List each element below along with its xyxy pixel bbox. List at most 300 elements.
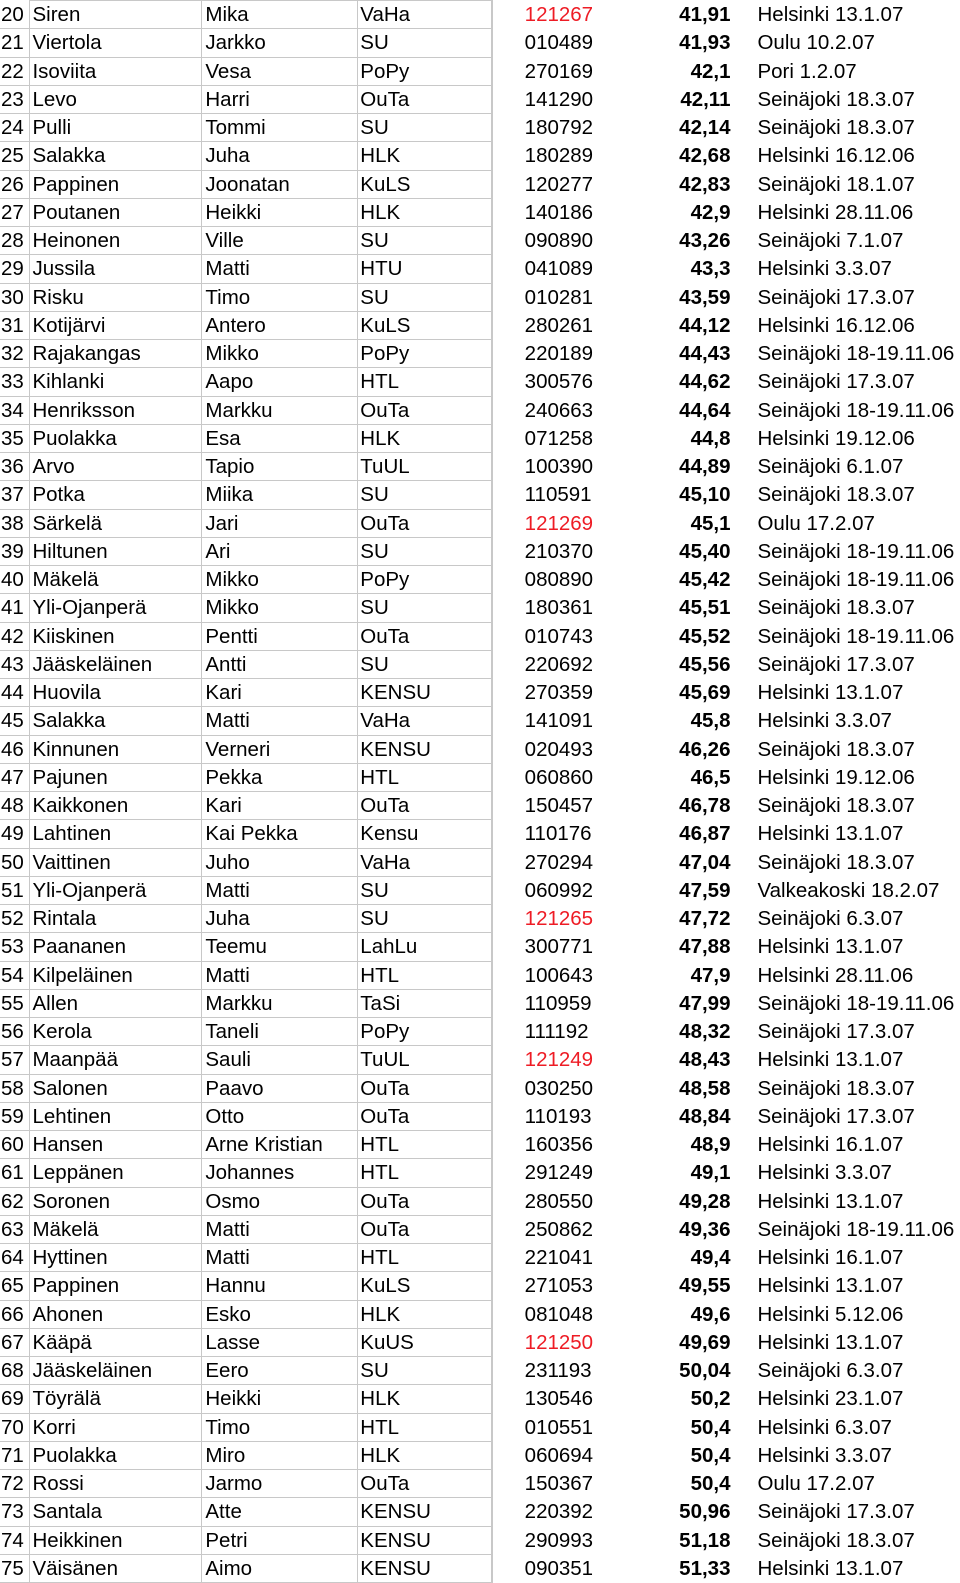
time-cell: 45,40 xyxy=(679,539,731,563)
club-cell: KENSU xyxy=(358,1498,492,1526)
club-cell: HTU xyxy=(358,255,492,283)
table-row xyxy=(0,1074,960,1102)
venue-date-cell: Seinäjoki 17.3.07 xyxy=(757,1020,915,1044)
first-name-cell: Mikko xyxy=(202,594,358,622)
venue-date-cell: Pori 1.2.07 xyxy=(757,59,857,83)
id-cell: 180289 xyxy=(524,144,594,168)
first-name-cell: Hannu xyxy=(202,1272,358,1300)
first-name-cell: Tommi xyxy=(202,114,358,142)
club-cell: HTL xyxy=(358,763,492,791)
table-row xyxy=(0,509,960,537)
rank-cell: 53 xyxy=(0,933,30,961)
club-cell: OuTa xyxy=(358,1187,492,1215)
rank-cell: 63 xyxy=(0,1215,30,1243)
table-row xyxy=(0,1554,960,1582)
first-name-cell: Antero xyxy=(202,311,358,339)
id-cell: 180361 xyxy=(524,596,594,620)
id-cell: 081048 xyxy=(524,1302,594,1326)
time-cell: 45,10 xyxy=(679,483,731,507)
venue-date-cell: Seinäjoki 17.3.07 xyxy=(757,1104,915,1128)
venue-date-cell: Seinäjoki 17.3.07 xyxy=(757,652,915,676)
venue-date-cell: Oulu 17.2.07 xyxy=(757,511,875,535)
table-row xyxy=(0,905,960,933)
id-cell: 010551 xyxy=(524,1415,594,1439)
first-name-cell: Miro xyxy=(202,1441,358,1469)
club-cell: HTL xyxy=(358,1244,492,1272)
first-name-cell: Markku xyxy=(202,989,358,1017)
table-row xyxy=(0,1102,960,1130)
last-name-cell: Korri xyxy=(30,1413,202,1441)
venue-date-cell: Helsinki 3.3.07 xyxy=(757,709,892,733)
time-cell: 45,8 xyxy=(690,709,731,733)
rank-cell: 37 xyxy=(0,481,30,509)
results-body xyxy=(0,1,960,1583)
time-cell: 44,89 xyxy=(679,455,731,479)
last-name-cell: Yli-Ojanperä xyxy=(30,876,202,904)
club-cell: OuTa xyxy=(358,1102,492,1130)
table-row xyxy=(0,255,960,283)
club-cell: SU xyxy=(358,594,492,622)
id-cell: 110591 xyxy=(524,483,592,507)
venue-date-cell: Seinäjoki 18.3.07 xyxy=(757,87,915,111)
first-name-cell: Pentti xyxy=(202,622,358,650)
time-cell: 49,36 xyxy=(679,1217,731,1241)
id-cell: 141290 xyxy=(524,87,594,111)
first-name-cell: Heikki xyxy=(202,198,358,226)
last-name-cell: Hansen xyxy=(30,1131,202,1159)
club-cell: KuLS xyxy=(358,170,492,198)
venue-date-cell: Seinäjoki 18.3.07 xyxy=(757,850,915,874)
time-cell: 47,99 xyxy=(679,991,731,1015)
table-row xyxy=(0,424,960,452)
time-cell: 50,4 xyxy=(690,1443,731,1467)
time-cell: 45,56 xyxy=(679,652,731,676)
first-name-cell: Pekka xyxy=(202,763,358,791)
id-cell: 210370 xyxy=(524,539,594,563)
id-cell: 160356 xyxy=(524,1133,594,1157)
venue-date-cell: Helsinki 13.1.07 xyxy=(757,3,904,27)
club-cell: HTL xyxy=(358,368,492,396)
first-name-cell: Matti xyxy=(202,1244,358,1272)
table-row xyxy=(0,820,960,848)
time-cell: 42,68 xyxy=(679,144,731,168)
first-name-cell: Teemu xyxy=(202,933,358,961)
rank-cell: 67 xyxy=(0,1328,30,1356)
id-cell: 090890 xyxy=(524,229,594,253)
venue-date-cell: Seinäjoki 7.1.07 xyxy=(757,229,904,253)
table-row xyxy=(0,1272,960,1300)
time-cell: 44,12 xyxy=(679,313,731,337)
club-cell: VaHa xyxy=(358,1,492,29)
id-cell: 180792 xyxy=(524,116,594,140)
club-cell: KENSU xyxy=(358,1526,492,1554)
first-name-cell: Juho xyxy=(202,848,358,876)
club-cell: SU xyxy=(358,1357,492,1385)
id-cell: 220189 xyxy=(524,342,594,366)
first-name-cell: Antti xyxy=(202,650,358,678)
venue-date-cell: Helsinki 13.1.07 xyxy=(757,1330,904,1354)
first-name-cell: Osmo xyxy=(202,1187,358,1215)
venue-date-cell: Helsinki 16.12.06 xyxy=(757,144,915,168)
rank-cell: 39 xyxy=(0,537,30,565)
last-name-cell: Maanpää xyxy=(30,1046,202,1074)
table-row xyxy=(0,198,960,226)
time-cell: 48,43 xyxy=(679,1048,731,1072)
last-name-cell: Kinnunen xyxy=(30,735,202,763)
club-cell: OuTa xyxy=(358,85,492,113)
time-cell: 50,2 xyxy=(690,1387,731,1411)
rank-cell: 75 xyxy=(0,1554,30,1582)
time-cell: 44,62 xyxy=(679,370,731,394)
first-name-cell: Harri xyxy=(202,85,358,113)
time-cell: 42,1 xyxy=(690,59,731,83)
club-cell: PoPy xyxy=(358,1018,492,1046)
rank-cell: 33 xyxy=(0,368,30,396)
rank-cell: 44 xyxy=(0,679,30,707)
venue-date-cell: Helsinki 23.1.07 xyxy=(757,1387,904,1411)
last-name-cell: Huovila xyxy=(30,679,202,707)
id-cell: 010743 xyxy=(524,624,594,648)
venue-date-cell: Seinäjoki 6.1.07 xyxy=(757,455,904,479)
club-cell: LahLu xyxy=(358,933,492,961)
last-name-cell: Levo xyxy=(30,85,202,113)
id-cell: 220392 xyxy=(524,1500,594,1524)
rank-cell: 46 xyxy=(0,735,30,763)
last-name-cell: Lehtinen xyxy=(30,1102,202,1130)
id-cell: 111192 xyxy=(524,1020,589,1044)
table-row xyxy=(0,453,960,481)
rank-cell: 72 xyxy=(0,1470,30,1498)
rank-cell: 26 xyxy=(0,170,30,198)
last-name-cell: Pajunen xyxy=(30,763,202,791)
table-row xyxy=(0,1385,960,1413)
id-cell: 110176 xyxy=(524,822,592,846)
first-name-cell: Mika xyxy=(202,1,358,29)
time-cell: 48,84 xyxy=(679,1104,731,1128)
rank-cell: 22 xyxy=(0,57,30,85)
rank-cell: 55 xyxy=(0,989,30,1017)
table-row xyxy=(0,368,960,396)
time-cell: 44,8 xyxy=(690,426,731,450)
rank-cell: 68 xyxy=(0,1357,30,1385)
last-name-cell: Väisänen xyxy=(30,1554,202,1582)
venue-date-cell: Seinäjoki 18.3.07 xyxy=(757,483,915,507)
id-cell: 090351 xyxy=(524,1556,594,1580)
table-row xyxy=(0,29,960,57)
last-name-cell: Salonen xyxy=(30,1074,202,1102)
first-name-cell: Timo xyxy=(202,1413,358,1441)
table-row xyxy=(0,57,960,85)
venue-date-cell: Helsinki 13.1.07 xyxy=(757,1189,904,1213)
id-cell: 071258 xyxy=(524,426,594,450)
last-name-cell: Mäkelä xyxy=(30,1215,202,1243)
rank-cell: 29 xyxy=(0,255,30,283)
venue-date-cell: Seinäjoki 17.3.07 xyxy=(757,1500,915,1524)
first-name-cell: Taneli xyxy=(202,1018,358,1046)
club-cell: HLK xyxy=(358,1385,492,1413)
venue-date-cell: Helsinki 16.1.07 xyxy=(757,1133,904,1157)
club-cell: KuLS xyxy=(358,1272,492,1300)
venue-date-cell: Seinäjoki 18-19.11.06 xyxy=(757,991,955,1015)
first-name-cell: Matti xyxy=(202,876,358,904)
club-cell: HTL xyxy=(358,1413,492,1441)
time-cell: 47,72 xyxy=(679,907,731,931)
venue-date-cell: Helsinki 13.1.07 xyxy=(757,681,904,705)
venue-date-cell: Seinäjoki 17.3.07 xyxy=(757,285,915,309)
venue-date-cell: Helsinki 16.12.06 xyxy=(757,313,915,337)
club-cell: KuUS xyxy=(358,1328,492,1356)
table-row xyxy=(0,1018,960,1046)
time-cell: 50,4 xyxy=(690,1415,731,1439)
time-cell: 49,28 xyxy=(679,1189,731,1213)
first-name-cell: Kari xyxy=(202,792,358,820)
club-cell: OuTa xyxy=(358,509,492,537)
time-cell: 50,04 xyxy=(679,1359,731,1383)
rank-cell: 66 xyxy=(0,1300,30,1328)
id-cell: 130546 xyxy=(524,1387,594,1411)
last-name-cell: Pulli xyxy=(30,114,202,142)
club-cell: HLK xyxy=(358,1300,492,1328)
table-row xyxy=(0,1187,960,1215)
time-cell: 43,59 xyxy=(679,285,731,309)
rank-cell: 35 xyxy=(0,424,30,452)
id-cell: 060992 xyxy=(524,878,594,902)
time-cell: 44,43 xyxy=(679,342,731,366)
rank-cell: 61 xyxy=(0,1159,30,1187)
venue-date-cell: Seinäjoki 18.3.07 xyxy=(757,1528,915,1552)
rank-cell: 43 xyxy=(0,650,30,678)
first-name-cell: Juha xyxy=(202,142,358,170)
table-row xyxy=(0,481,960,509)
time-cell: 45,42 xyxy=(679,568,731,592)
last-name-cell: Puolakka xyxy=(30,424,202,452)
venue-date-cell: Seinäjoki 18.1.07 xyxy=(757,172,915,196)
venue-date-cell: Helsinki 16.1.07 xyxy=(757,1246,904,1270)
rank-cell: 47 xyxy=(0,763,30,791)
venue-date-cell: Seinäjoki 18-19.11.06 xyxy=(757,342,955,366)
id-cell: 300771 xyxy=(524,935,594,959)
first-name-cell: Verneri xyxy=(202,735,358,763)
time-cell: 48,58 xyxy=(679,1076,731,1100)
last-name-cell: Salakka xyxy=(30,707,202,735)
first-name-cell: Johannes xyxy=(202,1159,358,1187)
club-cell: SU xyxy=(358,29,492,57)
club-cell: OuTa xyxy=(358,792,492,820)
club-cell: OuTa xyxy=(358,396,492,424)
first-name-cell: Sauli xyxy=(202,1046,358,1074)
table-row xyxy=(0,537,960,565)
club-cell: PoPy xyxy=(358,340,492,368)
rank-cell: 69 xyxy=(0,1385,30,1413)
id-cell: 220692 xyxy=(524,652,594,676)
first-name-cell: Vesa xyxy=(202,57,358,85)
club-cell: TuUL xyxy=(358,1046,492,1074)
table-row xyxy=(0,1413,960,1441)
table-row xyxy=(0,1357,960,1385)
first-name-cell: Paavo xyxy=(202,1074,358,1102)
rank-cell: 31 xyxy=(0,311,30,339)
id-cell: 041089 xyxy=(524,257,594,281)
venue-date-cell: Helsinki 5.12.06 xyxy=(757,1302,904,1326)
table-row xyxy=(0,283,960,311)
first-name-cell: Lasse xyxy=(202,1328,358,1356)
id-cell: 121267 xyxy=(524,3,594,27)
venue-date-cell: Seinäjoki 18-19.11.06 xyxy=(757,398,955,422)
time-cell: 45,51 xyxy=(679,596,731,620)
first-name-cell: Ari xyxy=(202,537,358,565)
last-name-cell: Kilpeläinen xyxy=(30,961,202,989)
last-name-cell: Heikkinen xyxy=(30,1526,202,1554)
time-cell: 51,18 xyxy=(679,1528,731,1552)
table-row xyxy=(0,1328,960,1356)
club-cell: PoPy xyxy=(358,566,492,594)
id-cell: 280261 xyxy=(524,313,594,337)
first-name-cell: Matti xyxy=(202,961,358,989)
venue-date-cell: Helsinki 13.1.07 xyxy=(757,822,904,846)
venue-date-cell: Seinäjoki 18.3.07 xyxy=(757,1076,915,1100)
rank-cell: 36 xyxy=(0,453,30,481)
last-name-cell: Risku xyxy=(30,283,202,311)
venue-date-cell: Seinäjoki 18-19.11.06 xyxy=(757,1217,955,1241)
first-name-cell: Aimo xyxy=(202,1554,358,1582)
rank-cell: 74 xyxy=(0,1526,30,1554)
rank-cell: 62 xyxy=(0,1187,30,1215)
venue-date-cell: Oulu 10.2.07 xyxy=(757,31,875,55)
last-name-cell: Kiiskinen xyxy=(30,622,202,650)
first-name-cell: Esa xyxy=(202,424,358,452)
table-row xyxy=(0,848,960,876)
time-cell: 46,87 xyxy=(679,822,731,846)
club-cell: SU xyxy=(358,876,492,904)
rank-cell: 70 xyxy=(0,1413,30,1441)
venue-date-cell: Oulu 17.2.07 xyxy=(757,1472,875,1496)
id-cell: 231193 xyxy=(524,1359,592,1383)
time-cell: 42,11 xyxy=(680,87,731,111)
venue-date-cell: Helsinki 3.3.07 xyxy=(757,1161,892,1185)
table-row xyxy=(0,227,960,255)
rank-cell: 41 xyxy=(0,594,30,622)
first-name-cell: Esko xyxy=(202,1300,358,1328)
time-cell: 49,6 xyxy=(690,1302,731,1326)
id-cell: 010489 xyxy=(524,31,594,55)
venue-date-cell: Seinäjoki 18.3.07 xyxy=(757,116,915,140)
last-name-cell: Jussila xyxy=(30,255,202,283)
time-cell: 47,9 xyxy=(690,963,731,987)
id-cell: 100390 xyxy=(524,455,594,479)
id-cell: 120277 xyxy=(524,172,594,196)
venue-date-cell: Valkeakoski 18.2.07 xyxy=(757,878,940,902)
id-cell: 121269 xyxy=(524,511,594,535)
first-name-cell: Kari xyxy=(202,679,358,707)
table-row xyxy=(0,876,960,904)
rank-cell: 23 xyxy=(0,85,30,113)
last-name-cell: Salakka xyxy=(30,142,202,170)
table-row xyxy=(0,594,960,622)
first-name-cell: Tapio xyxy=(202,453,358,481)
table-row xyxy=(0,989,960,1017)
club-cell: OuTa xyxy=(358,622,492,650)
venue-date-cell: Seinäjoki 6.3.07 xyxy=(757,907,904,931)
last-name-cell: Rintala xyxy=(30,905,202,933)
venue-date-cell: Helsinki 3.3.07 xyxy=(757,257,892,281)
table-row xyxy=(0,1526,960,1554)
last-name-cell: Yli-Ojanperä xyxy=(30,594,202,622)
last-name-cell: Viertola xyxy=(30,29,202,57)
table-row xyxy=(0,311,960,339)
rank-cell: 30 xyxy=(0,283,30,311)
venue-date-cell: Seinäjoki 18.3.07 xyxy=(757,596,915,620)
id-cell: 080890 xyxy=(524,568,594,592)
club-cell: PoPy xyxy=(358,57,492,85)
last-name-cell: Vaittinen xyxy=(30,848,202,876)
last-name-cell: Mäkelä xyxy=(30,566,202,594)
club-cell: Kensu xyxy=(358,820,492,848)
last-name-cell: Lahtinen xyxy=(30,820,202,848)
time-cell: 49,69 xyxy=(679,1330,731,1354)
club-cell: VaHa xyxy=(358,707,492,735)
first-name-cell: Juha xyxy=(202,905,358,933)
rank-cell: 73 xyxy=(0,1498,30,1526)
table-row xyxy=(0,1470,960,1498)
rank-cell: 51 xyxy=(0,876,30,904)
club-cell: OuTa xyxy=(358,1215,492,1243)
venue-date-cell: Helsinki 28.11.06 xyxy=(757,963,914,987)
club-cell: SU xyxy=(358,481,492,509)
rank-cell: 64 xyxy=(0,1244,30,1272)
last-name-cell: Särkelä xyxy=(30,509,202,537)
time-cell: 42,83 xyxy=(679,172,731,196)
time-cell: 49,4 xyxy=(690,1246,731,1270)
first-name-cell: Atte xyxy=(202,1498,358,1526)
venue-date-cell: Helsinki 19.12.06 xyxy=(757,765,915,789)
id-cell: 060860 xyxy=(524,765,594,789)
club-cell: SU xyxy=(358,905,492,933)
table-row xyxy=(0,142,960,170)
first-name-cell: Joonatan xyxy=(202,170,358,198)
rank-cell: 24 xyxy=(0,114,30,142)
last-name-cell: Rossi xyxy=(30,1470,202,1498)
id-cell: 270294 xyxy=(524,850,594,874)
first-name-cell: Arne Kristian xyxy=(202,1131,358,1159)
time-cell: 41,93 xyxy=(679,31,731,55)
rank-cell: 25 xyxy=(0,142,30,170)
last-name-cell: Kääpä xyxy=(30,1328,202,1356)
venue-date-cell: Seinäjoki 18-19.11.06 xyxy=(757,539,955,563)
club-cell: HTL xyxy=(358,1159,492,1187)
time-cell: 43,3 xyxy=(690,257,731,281)
venue-date-cell: Seinäjoki 18.3.07 xyxy=(757,737,915,761)
last-name-cell: Henriksson xyxy=(30,396,202,424)
rank-cell: 21 xyxy=(0,29,30,57)
table-row xyxy=(0,707,960,735)
club-cell: HLK xyxy=(358,1441,492,1469)
time-cell: 46,5 xyxy=(690,765,731,789)
id-cell: 280550 xyxy=(524,1189,594,1213)
table-row xyxy=(0,170,960,198)
table-row xyxy=(0,763,960,791)
club-cell: SU xyxy=(358,650,492,678)
table-row xyxy=(0,85,960,113)
table-row xyxy=(0,1244,960,1272)
club-cell: KENSU xyxy=(358,735,492,763)
first-name-cell: Markku xyxy=(202,396,358,424)
club-cell: KENSU xyxy=(358,1554,492,1582)
venue-date-cell: Helsinki 13.1.07 xyxy=(757,1274,904,1298)
id-cell: 121250 xyxy=(524,1330,594,1354)
last-name-cell: Puolakka xyxy=(30,1441,202,1469)
table-row xyxy=(0,566,960,594)
id-cell: 141091 xyxy=(524,709,594,733)
